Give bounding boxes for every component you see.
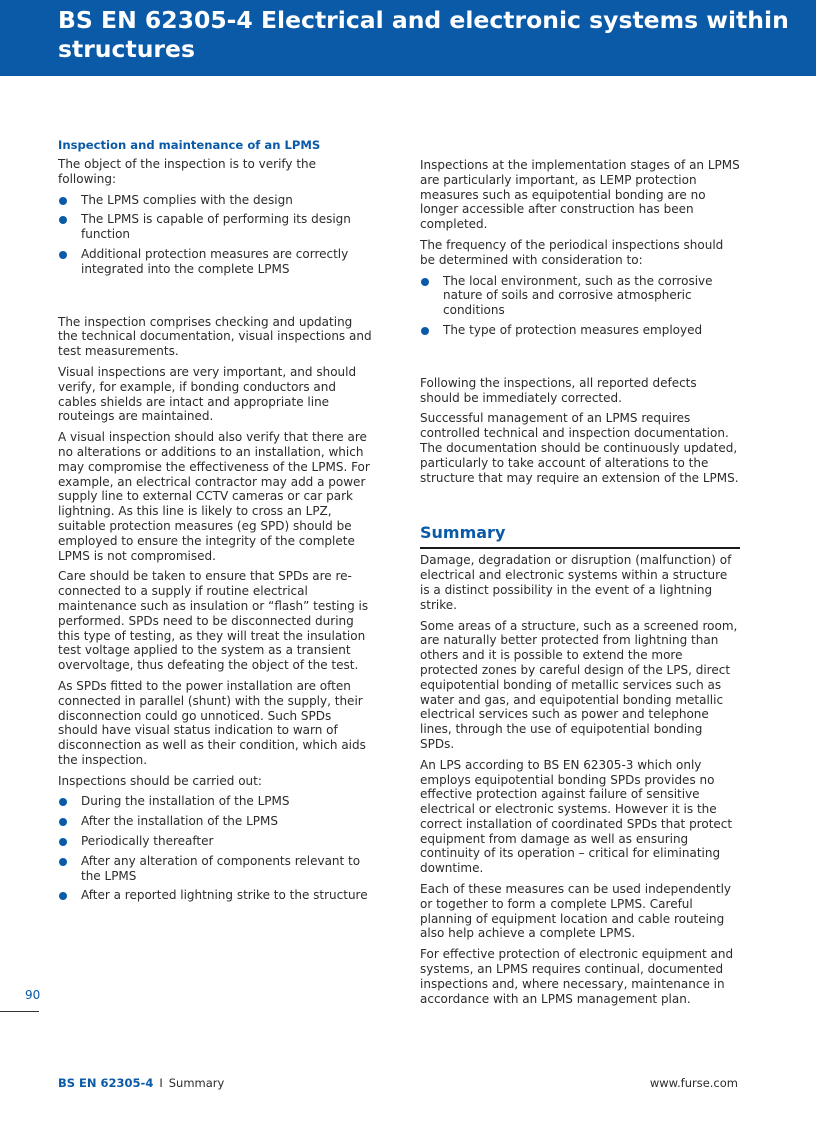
footer-breadcrumb xyxy=(58,1076,224,1090)
header-banner xyxy=(0,0,816,76)
paragraph: Inspections should be carried out: xyxy=(58,773,262,788)
list-item: After a reported lightning strike to the structure xyxy=(58,888,372,903)
list-item: The type of protection measures employed xyxy=(420,323,740,338)
footer-section: Summary xyxy=(168,1076,225,1090)
paragraph: Inspections at the implementation stages of an LPMS are particularly important, as LEMP protection measures such as equipotential bonding are no longer accessible after construction has been completed. xyxy=(420,158,740,232)
list-item: After the installation of the LPMS xyxy=(58,814,372,829)
section-heading-inspection: Inspection and maintenance of an LPMS xyxy=(58,138,321,152)
frequency-list xyxy=(420,274,740,338)
summary-heading: Summary xyxy=(420,523,740,549)
page-number: 90 xyxy=(25,988,41,1002)
paragraph: Visual inspections are very important, and should verify, for example, if bonding conductors and cables shields are intact and appropriate line routeings are maintained. xyxy=(58,364,357,424)
list-item: Additional protection measures are correctly integrated into the complete LPMS xyxy=(58,247,372,277)
footer-doc-ref: BS EN 62305-4 xyxy=(58,1076,154,1090)
inspection-timing-list xyxy=(58,794,372,903)
list-item: The LPMS complies with the design xyxy=(58,193,372,208)
right-column xyxy=(420,158,740,1012)
footer-website: www.furse.com xyxy=(649,1076,738,1090)
verify-list xyxy=(58,193,372,277)
paragraph: Care should be taken to ensure that SPDs are re-connected to a supply if routine electrical maintenance such as insulation or “flash” testing is performed. SPDs need to be disconnected during this type of testing, as they will treat the insulation test voltage applied to the system as a transient overvoltage, thus defeating the object of the test. xyxy=(58,569,369,673)
paragraph: A visual inspection should also verify that there are no alterations or additions to an installation, which may compromise the effectiveness of the LPMS. For example, an electrical contractor may add a power supply line to external CCTV cameras or car park lightning. As this line is likely to cross an LPZ, suitable protection measures (eg SPD) should be employed to ensure the integrity of the complete LPMS is not compromised. xyxy=(58,430,370,563)
list-item: After any alteration of components relevant to the LPMS xyxy=(58,854,372,884)
paragraph: For effective protection of electronic equipment and systems, an LPMS requires continual, documented inspections and, where necessary, maintenance in accordance with an LPMS management plan. xyxy=(420,947,734,1006)
paragraph: As SPDs fitted to the power installation are often connected in parallel (shunt) with the supply, their disconnection could go unnoticed. Such SPDs should have visual status indication to warn of disconnection as well as their condition, which aids the inspection. xyxy=(58,678,366,767)
list-item: During the installation of the LPMS xyxy=(58,794,372,809)
paragraph: An LPS according to BS EN 62305-3 which only employs equipotential bonding SPDs provides no effective protection against failure of sensitive electrical or electronic systems. However it is the correct installation of coordinated SPDs that protect equipment from damage as well as ensuring continuity of its operation – critical for eliminating downtime. xyxy=(420,757,733,876)
page-number-rule xyxy=(0,1011,39,1012)
paragraph: Following the inspections, all reported defects should be immediately corrected. xyxy=(420,375,697,405)
list-item: Periodically thereafter xyxy=(58,834,372,849)
footer-separator: I xyxy=(159,1076,163,1090)
list-item: The local environment, such as the corrosive nature of soils and corrosive atmospheric conditions xyxy=(420,274,740,318)
list-item: The LPMS is capable of performing its design function xyxy=(58,212,372,242)
paragraph: Some areas of a structure, such as a screened room, are naturally better protected from lightning than others and it is possible to extend the more protected zones by careful design of the LPS, direct equipotential bonding of metallic services such as water and gas, and equipotential bonding metallic electrical services such as power and telephone lines, through the use of equipotential bonding SPDs. xyxy=(420,618,738,751)
left-column xyxy=(58,138,372,909)
paragraph: Each of these measures can be used independently or together to form a complete LPMS. Careful planning of equipment location and cable routeing also help achieve a complete LPMS. xyxy=(420,882,732,941)
paragraph: The inspection comprises checking and updating the technical documentation, visual inspections and test measurements. xyxy=(58,314,372,359)
paragraph: Successful management of an LPMS requires controlled technical and inspection documentation. The documentation should be continuously updated, particularly to take account of alterations to the structure that may require an extension of the LPMS. xyxy=(420,411,739,485)
paragraph: The frequency of the periodical inspections should be determined with consideration to: xyxy=(420,237,724,267)
paragraph: The object of the inspection is to verify the following: xyxy=(58,157,317,186)
page-title: BS EN 62305-4 Electrical and electronic systems within structures xyxy=(58,6,789,63)
paragraph: Damage, degradation or disruption (malfunction) of electrical and electronic systems within a structure is a distinct possibility in the event of a lightning strike. xyxy=(420,553,732,612)
